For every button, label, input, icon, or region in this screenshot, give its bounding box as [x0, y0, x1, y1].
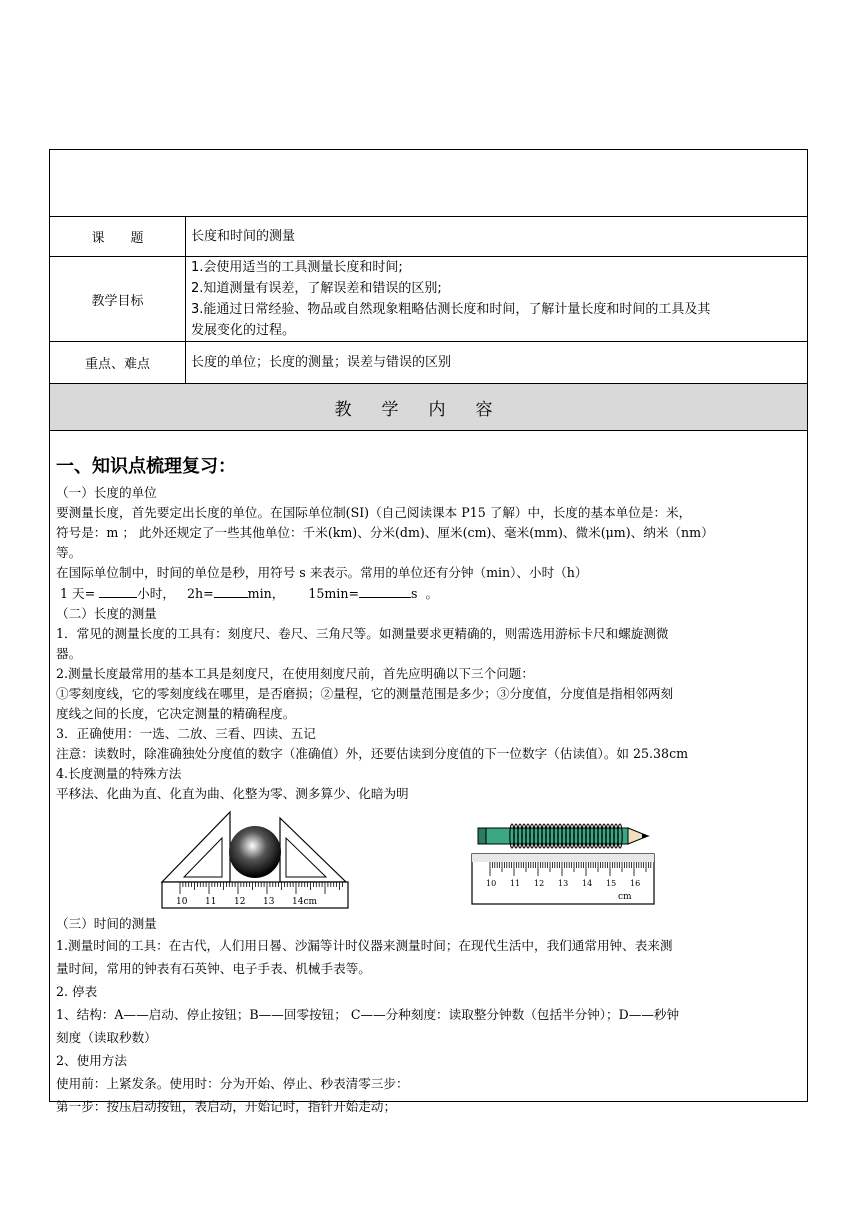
- text-line: 平移法、化曲为直、化直为曲、化整为零、测多算少、化暗为明: [56, 786, 409, 801]
- text-line: 器。: [56, 646, 82, 661]
- text-line: 刻度（读取秒数）: [56, 1030, 157, 1045]
- keypoints-label: 重点、难点: [84, 357, 150, 372]
- text-line: 符号是：m ； 此外还规定了一些其他单位：千米(km)、分米(dm)、厘米(cm)、毫米(mm)、微米(μm)、纳米（nm）: [56, 525, 714, 540]
- text-line: 量时间，常用的钟表有石英钟、电子手表、机械手表等。: [56, 961, 371, 976]
- content-banner: 教学内容: [50, 383, 807, 430]
- text-line: 要测量长度，首先要定出长度的单位。在国际单位制(SI)（自己阅读课本 P15 了解）中，长度的基本单位是：米，: [56, 505, 692, 520]
- ruler-tick-label: 10: [486, 879, 497, 888]
- text-line: 4.长度测量的特殊方法: [56, 766, 182, 781]
- text-line: 1、结构：A——启动、停止按钮；B——回零按钮； C——分种刻度：读取整分钟数（包括半分钟）；D——秒钟: [56, 1007, 680, 1022]
- ruler-tick-label: 12: [534, 879, 545, 888]
- ruler-tick-label: 15: [606, 879, 617, 888]
- ruler-tick-label: 14: [582, 879, 593, 888]
- goals-list: [191, 257, 801, 341]
- blank-minutes[interactable]: [214, 583, 248, 598]
- blank-hours[interactable]: [99, 583, 137, 598]
- blank-seconds[interactable]: [359, 583, 411, 598]
- text-line: （一）长度的单位: [56, 485, 157, 500]
- goal-item: 发展变化的过程。: [191, 323, 296, 338]
- ruler-tick-label: 11: [510, 879, 521, 888]
- ruler-tick-label: 12: [234, 897, 246, 907]
- content-area: [50, 430, 807, 1114]
- text-line: 等。: [56, 545, 82, 560]
- topic-row: [50, 216, 807, 256]
- keypoints-row: [50, 341, 807, 383]
- topic-label: 课 题: [91, 231, 144, 246]
- goal-item: 2.知道测量有误差，了解误差和错误的区别;: [191, 281, 442, 296]
- goals-row: [50, 256, 807, 341]
- fill-blank-line: 1 天= 小时， 2h= min， 15min= s 。: [56, 583, 802, 604]
- text-line: （二）长度的测量: [56, 606, 157, 621]
- ruler-tick-label: 10: [176, 897, 188, 907]
- text-line: 注意：读数时，除准确独处分度值的数字（准确值）外，还要估读到分度值的下一位数字（估读值）。如 25.38cm: [56, 746, 689, 761]
- ruler-unit-label: cm: [618, 892, 632, 902]
- ruler-tick-label: 16: [630, 879, 641, 888]
- text-line: ①零刻度线，它的零刻度线在哪里，是否磨损；②量程，它的测量范围是多少；③分度值，分度值是指相邻两刻: [56, 686, 674, 701]
- ball-ruler-figure: [156, 808, 356, 910]
- blank-header-row: [50, 150, 807, 216]
- text-line: 1．常见的测量长度的工具有：刻度尺、卷尺、三角尺等。如测量要求更精确的，则需选用游标卡尺和螺旋测微: [56, 626, 669, 641]
- ruler-tick-label: 13: [263, 897, 275, 907]
- figures: [56, 804, 802, 914]
- goal-item: 1.会使用适当的工具测量长度和时间;: [191, 260, 403, 275]
- text-line: （三）时间的测量: [56, 916, 157, 931]
- goals-label: 教学目标: [91, 293, 144, 309]
- section-heading: 一、知识点梳理复习：: [56, 456, 236, 477]
- ruler-tick-label: 13: [558, 879, 569, 888]
- text-line: 2. 停表: [56, 984, 98, 999]
- text-line: 度线之间的长度，它决定测量的精确程度。: [56, 706, 296, 721]
- text-line: 3．正确使用：一选、二放、三看、四读、五记: [56, 726, 316, 741]
- text-line: 2、使用方法: [56, 1053, 127, 1068]
- keypoints-value: 长度的单位；长度的测量；误差与错误的区别: [191, 355, 452, 370]
- ruler-tick-label: 11: [205, 897, 217, 907]
- text-line: 在国际单位制中，时间的单位是秒，用符号 s 来表示。常用的单位还有分钟（min）、小时（h）: [56, 565, 588, 580]
- lesson-plan-table: [49, 149, 808, 1114]
- goal-item: 3.能通过日常经验、物品或自然现象粗略估测长度和时间，了解计量长度和时间的工具及其: [191, 302, 711, 317]
- topic-value: 长度和时间的测量: [191, 229, 296, 244]
- text-line: 2.测量长度最常用的基本工具是刻度尺，在使用刻度尺前，首先应明确以下三个问题：: [56, 666, 534, 681]
- pencil-coil-figure: [468, 806, 676, 912]
- text-line: 使用前：上紧发条。使用时：分为开始、停止、秒表清零三步：: [56, 1076, 409, 1091]
- text-line: 1.测量时间的工具：在古代，人们用日晷、沙漏等计时仪器来测量时间；在现代生活中，我们通常用钟、表来测: [56, 938, 673, 953]
- ruler-tick-label: 14cm: [292, 897, 318, 907]
- text-line: 第一步：按压启动按钮，表启动，开始记时，指针开始走动；: [56, 1099, 397, 1114]
